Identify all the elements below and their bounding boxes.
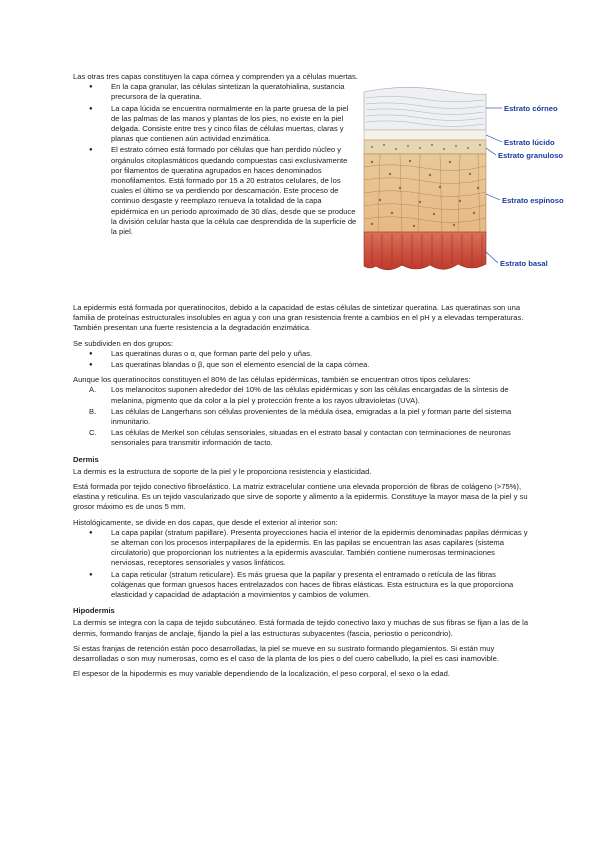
- other-cells-intro: Aunque los queratinocitos constituyen el 80% de las células epidérmicas, también se encuentran otros tipos celulares:: [73, 375, 471, 385]
- label-estrato-granuloso: Estrato granuloso: [498, 151, 563, 160]
- list-item-text: Los melanocitos suponen alrededor del 10% de las células epidérmicas y son las células encargadas de la síntesis de melanina, pigmento que da color a la piel y protección frente a los rayos ultravioletas (UVA).: [111, 385, 509, 405]
- other-cells-list: [73, 385, 531, 448]
- intro-paragraph: Las otras tres capas constituyen la capa córnea y comprenden ya a células muertas.: [73, 72, 358, 81]
- keratin-groups-list: [73, 349, 531, 370]
- hipodermis-paragraph: La dermis se integra con la capa de tejido subcutáneo. Está formada de tejido conectivo laxo y muchas de sus fibras se fijan a las de la dermis, formando franjas de anclaje, fijando la piel a las estructuras subyacentes (fascia, periostio o pericondrio).: [73, 618, 529, 638]
- tissue-block: [364, 87, 486, 269]
- list-item: ● Las queratinas duras o α, que forman parte del pelo y uñas.: [73, 349, 531, 359]
- hipodermis-heading: Hipodermis: [73, 606, 115, 616]
- epidermis-figure: [362, 82, 564, 277]
- label-estrato-basal: Estrato basal: [500, 259, 548, 268]
- dermis-paragraph: Está formada por tejido conectivo fibroelástico. La matriz extracelular contiene una elevada proporción de fibras de colágeno (>75%), elastina y reticulina. Es un tejido vascularizado que sirve de soporte y alimento a la epidermis. Constituye la mayor masa de la piel y su grosor máximo es de unos 5 mm.: [73, 482, 528, 512]
- list-item: ● La capa lúcida se encuentra normalmente en la parte gruesa de la piel de las palmas de las manos y plantas de los pies, no existe en la piel delgada. Consiste entre tres y cinco filas de células muertas, claras y planas que contienen aún actividad enzimática.: [73, 104, 358, 145]
- dermis-heading: Dermis: [73, 454, 99, 464]
- label-pointers: [486, 108, 502, 263]
- list-marker: A.: [89, 385, 97, 395]
- list-item: ● En la capa granular, las células sintetizan la queratohialina, sustancia precursora de la queratina.: [73, 82, 358, 102]
- list-item-text: Las células de Merkel son células sensoriales, situadas en el estrato basal y contactan con terminaciones de neuronas sensoriales para transmitir información de tacto.: [111, 428, 511, 448]
- list-marker: B.: [89, 406, 97, 416]
- body-section: [73, 303, 531, 685]
- list-item: ● Las queratinas blandas o β, que son el elemento esencial de la capa córnea.: [73, 360, 531, 370]
- list-item: ● El estrato córneo está formado por células que han perdido núcleo y orgánulos citoplasmáticos quedando compuestas casi exclusivamente por filamentos de queratina agrupados en haces denominados monofilamentos. Está formado por 15 a 20 estratos celulares, de los cuales el último se va perdiendo por descamación. Este proceso de continuo desgaste y reemplazo renueva la totalidad de la capa epidérmica en un periodo aproximado de 30 días, desde que se produce la división celular hasta que la célula cae desprendida de la superficie de la piel.: [73, 145, 358, 237]
- list-item: [73, 428, 531, 448]
- list-item-text: Las células de Langerhans son células provenientes de la médula ósea, emigradas a la piel y forman parte del sistema inmunitario.: [111, 406, 512, 427]
- label-estrato-lucido: Estrato lúcido: [504, 138, 555, 147]
- layers-section: [73, 72, 358, 238]
- hipodermis-paragraph: El espesor de la hipodermis es muy variable dependiendo de la localización, el peso corporal, el sexo o la edad.: [73, 669, 450, 679]
- label-estrato-espinoso: Estrato espinoso: [502, 196, 564, 205]
- hipodermis-paragraph: Si estas franjas de retención están poco desarrolladas, la piel se mueve en su sustrato formando plegamientos. Si están muy desarrolladas o son muy numerosas, como es el caso de la planta de los pies o del cuero cabelludo, la piel es casi inamovible.: [73, 643, 499, 664]
- list-item: [73, 407, 531, 427]
- list-item: ● La capa reticular (stratum reticulare). Es más gruesa que la papilar y presenta el entramado o retícula de las fibras colágenas que forman gruesos haces entrelazados con haces de fibras elásticas. Esta estructura es la que proporciona elasticidad y capacidad de adaptación a movimientos y cambios de volumen.: [73, 570, 531, 601]
- list-item: [73, 385, 531, 405]
- dermis-layers-list: [73, 528, 531, 600]
- list-marker: C.: [89, 428, 97, 438]
- dermis-paragraph: La dermis es la estructura de soporte de la piel y le proporciona resistencia y elasticidad.: [73, 466, 372, 476]
- label-estrato-corneo: Estrato córneo: [504, 104, 558, 113]
- layers-list: [73, 82, 358, 237]
- list-item: ● La capa papilar (stratum papillare). Presenta proyecciones hacia el interior de la epidermis denominadas papilas dérmicas y se alternan con los procesos interpapilares de la epidermis. En las papilas se encuentran las asas capilares (sistema circulatorio) que proporcionan los nutrientes a la epidermis avascular. También contiene numerosas terminaciones nerviosas, receptores sensoriales y vasos linfáticos.: [73, 528, 531, 569]
- epidermis-paragraph: La epidermis está formada por queratinocitos, debido a la capacidad de estas células de sintetizar queratina. Las queratinas son una familia de proteínas estructurales insolubles en agua y con una gran resistencia frente a cambios en el pH y a elevadas temperaturas. También presentan una fuerte resistencia a la degradación enzimática.: [73, 303, 524, 333]
- subdivide-paragraph: Se subdividen en dos grupos:: [73, 338, 174, 348]
- dermis-paragraph: Histológicamente, se divide en dos capas, que desde el exterior al interior son:: [73, 517, 338, 527]
